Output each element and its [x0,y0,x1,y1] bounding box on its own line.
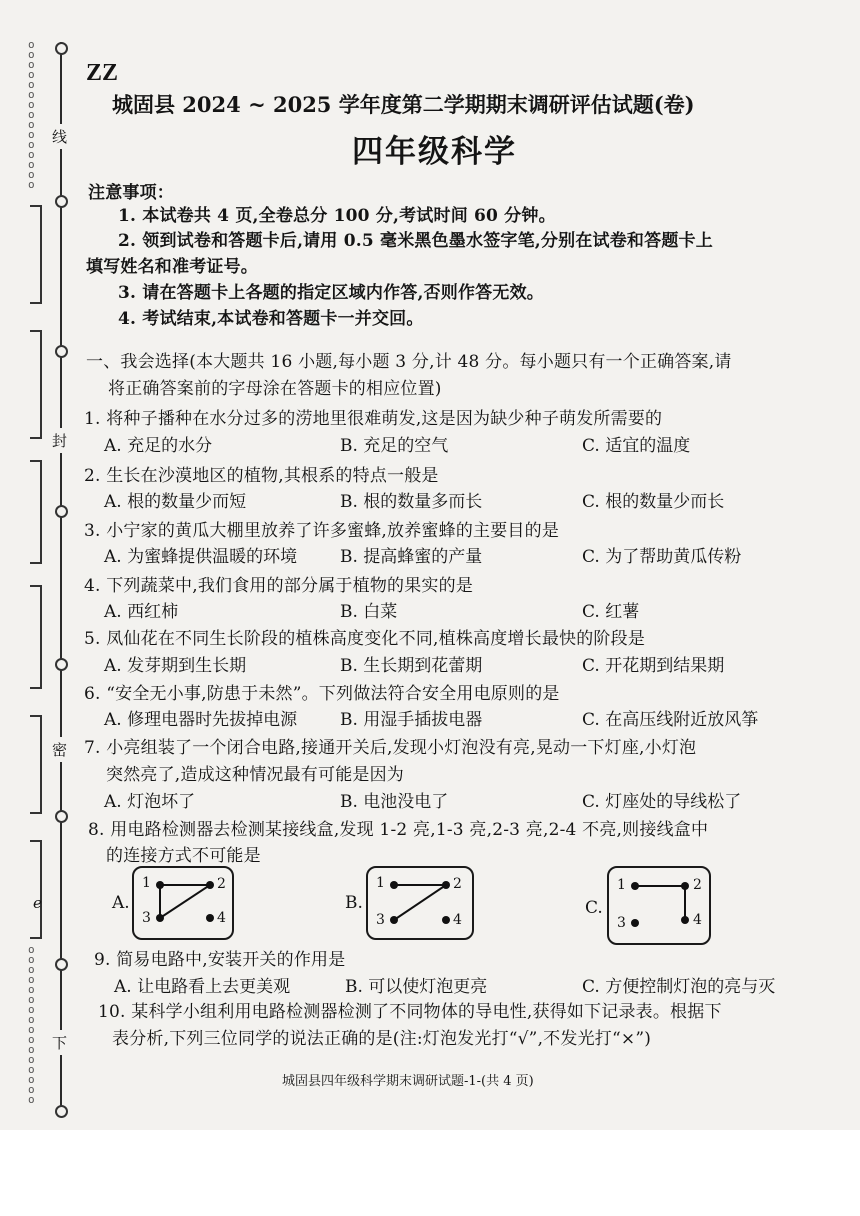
margin-label-feng: 封 [52,428,67,453]
section-heading: 一、我会选择(本大题共 16 小题,每小题 3 分,计 48 分。每小题只有一个正确答案,请 [86,352,732,372]
option-b: B. 白菜 [340,602,398,622]
option-b: B. 生长期到花蕾期 [340,656,483,676]
option-c: C. 适宜的温度 [582,436,691,456]
question-stem: 8. 用电路检测器去检测某接线盒,发现 1-2 亮,1-3 亮,2-3 亮,2-4 不亮,则接线盒中 [88,820,709,840]
margin-label-xia: 下 [52,1030,67,1055]
question-stem-continued: 表分析,下列三位同学的说法正确的是(注:灯泡发光打“√”,不发光打“×”) [112,1029,652,1049]
margin-bracket [30,585,42,689]
notes-item: 3. 请在答题卡上各题的指定区域内作答,否则作答无效。 [118,283,544,303]
terminal-label: 4 [217,910,226,926]
question-stem: 1. 将种子播种在水分过多的涝地里很难萌发,这是因为缺少种子萌发所需要的 [84,409,663,429]
question-stem: 10. 某科学小组利用电路检测器检测了不同物体的导电性,获得如下记录表。根据下 [98,1002,722,1022]
terminal-label: 3 [376,912,385,928]
option-c: C. 灯座处的导线松了 [582,792,742,812]
margin-ring [55,505,68,518]
terminal-label: 3 [142,910,151,926]
terminal-label: 4 [453,912,462,928]
option-c: C. 开花期到结果期 [582,656,725,676]
option-a: A. 修理电器时先拔掉电源 [104,710,298,730]
notes-item: 1. 本试卷共 4 页,全卷总分 100 分,考试时间 60 分钟。 [118,206,556,226]
margin-bracket [30,715,42,814]
terminal-label: 1 [376,875,385,891]
section-heading: 将正确答案前的字母涂在答题卡的相应位置) [108,379,442,399]
option-b: B. 提高蜂蜜的产量 [340,547,483,567]
margin-ring [55,958,68,971]
margin-ring [55,810,68,823]
question-stem: 3. 小宁家的黄瓜大棚里放养了许多蜜蜂,放养蜜蜂的主要目的是 [84,521,560,541]
margin-label-mi: 密 [52,737,67,762]
question-stem: 2. 生长在沙漠地区的植物,其根系的特点一般是 [84,466,439,486]
question-stem: 5. 凤仙花在不同生长阶段的植株高度变化不同,植株高度增长最快的阶段是 [84,629,646,649]
option-c: C. 红薯 [582,602,640,622]
question-stem-continued: 突然亮了,造成这种情况最有可能是因为 [106,765,405,785]
margin-bracket [30,840,42,939]
margin-ring [55,195,68,208]
junction-box-b [366,866,474,940]
notes-heading: 注意事项： [88,183,174,203]
option-b: B. 电池没电了 [340,792,449,812]
junction-box-a [132,866,234,940]
option-b: B. 可以使灯泡更亮 [345,977,488,997]
exam-title: 城固县 2024 ~ 2025 学年度第二学期期末调研评估试题(卷) [112,92,695,117]
margin-ring [55,1105,68,1118]
junction-box-c [607,866,711,945]
option-b: B. [345,893,363,913]
option-c: C. 为了帮助黄瓜传粉 [582,547,742,567]
cut-dots-top: o o o o o o o o o o o o o o o [28,38,35,191]
option-b: B. 根的数量多而长 [340,492,483,512]
option-b: B. 充足的空气 [340,436,449,456]
option-c: C. 根的数量少而长 [582,492,725,512]
cut-dots-bottom: o o o o o o o o o o o o o o o o [28,943,35,1106]
option-a: A. 根的数量少而短 [104,492,247,512]
margin-handwriting: e [33,894,42,912]
paper-code: ZZ [86,60,119,86]
notes-item: 4. 考试结束,本试卷和答题卡一并交回。 [118,309,424,329]
terminal-label: 2 [453,876,462,892]
terminal-label: 1 [617,877,626,893]
notes-item: 2. 领到试卷和答题卡后,请用 0.5 毫米黑色墨水签字笔,分别在试卷和答题卡上 [118,231,713,251]
question-stem: 6. “安全无小事,防患于未然”。下列做法符合安全用电原则的是 [84,684,560,704]
option-b: B. 用湿手插拔电器 [340,710,483,730]
question-stem: 7. 小亮组装了一个闭合电路,接通开关后,发现小灯泡没有亮,晃动一下灯座,小灯泡 [84,738,697,758]
terminal-label: 3 [617,915,626,931]
margin-ring [55,658,68,671]
notes-item: 填写姓名和准考证号。 [86,257,258,277]
margin-bracket [30,460,42,564]
option-c: C. 方便控制灯泡的亮与灭 [582,977,776,997]
option-a: A. 灯泡坏了 [104,792,196,812]
question-stem-continued: 的连接方式不可能是 [106,846,261,866]
margin-ring [55,42,68,55]
option-c: C. 在高压线附近放风筝 [582,710,759,730]
terminal-label: 2 [693,877,702,893]
terminal-label: 1 [142,875,151,891]
option-a: A. 让电路看上去更美观 [114,977,291,997]
option-a: A. 发芽期到生长期 [104,656,247,676]
option-a: A. 为蜜蜂提供温暖的环境 [104,547,298,567]
question-stem: 9. 简易电路中,安装开关的作用是 [94,950,346,970]
option-a: A. 充足的水分 [104,436,213,456]
margin-ring [55,345,68,358]
terminal-label: 2 [217,876,226,892]
subject-title: 四年级科学 [352,134,517,170]
option-a: A. [112,893,130,913]
margin-label-xian: 线 [52,124,67,149]
page-footer: 城固县四年级科学期末调研试题-1-(共 4 页) [282,1074,534,1089]
margin-bracket [30,205,42,304]
question-stem: 4. 下列蔬菜中,我们食用的部分属于植物的果实的是 [84,576,474,596]
terminal-label: 4 [693,912,702,928]
option-a: A. 西红柿 [104,602,179,622]
margin-bracket [30,330,42,439]
option-c: C. [585,898,603,918]
